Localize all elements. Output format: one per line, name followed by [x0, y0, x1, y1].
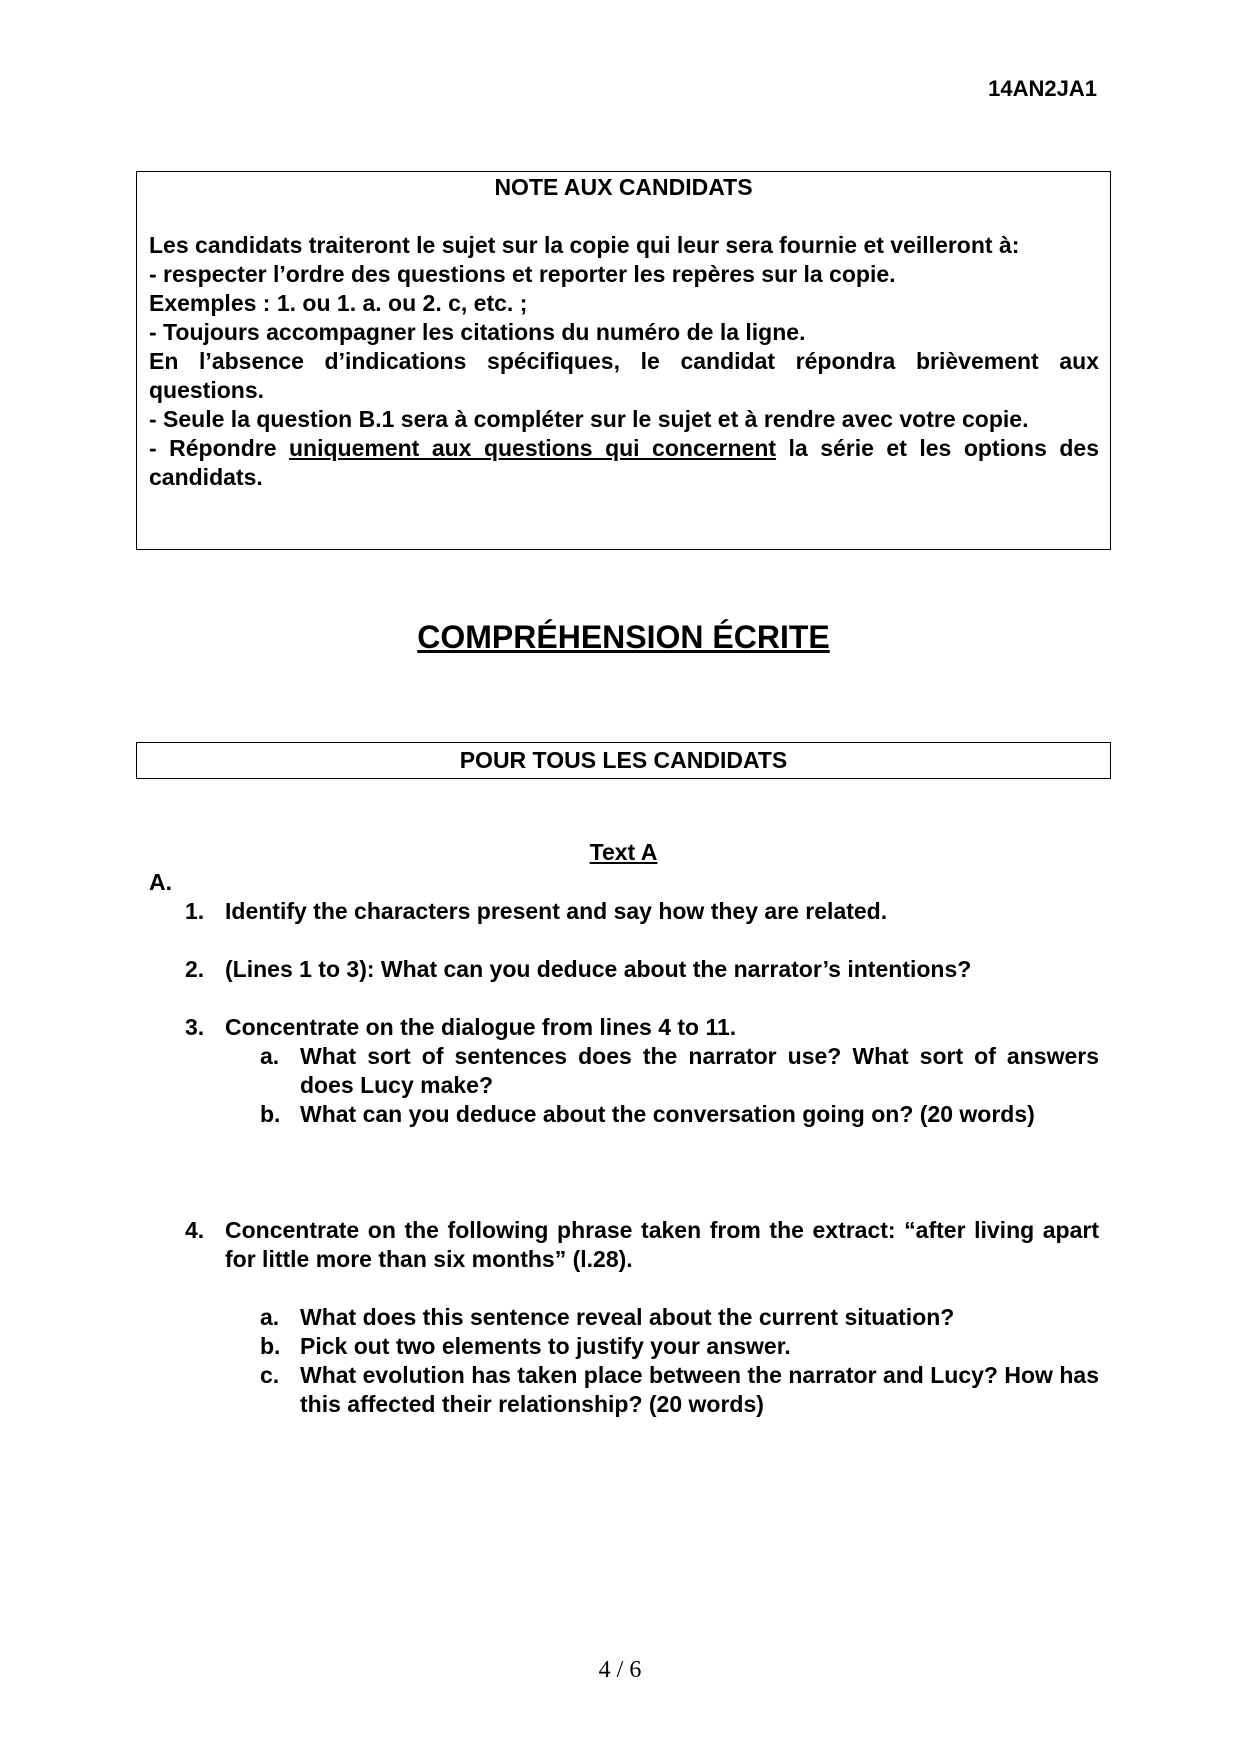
- question-2: [185, 955, 1099, 984]
- question-1: [185, 897, 1099, 926]
- subquestion-letter: a.: [260, 1043, 280, 1069]
- question-number: 2.: [185, 956, 205, 982]
- note-line: - Seule la question B.1 sera à compléter sur le sujet et à rendre avec votre copie.: [149, 406, 1029, 432]
- note-line: - Toujours accompagner les citations du numéro de la ligne.: [149, 319, 806, 345]
- question-number: 4.: [185, 1217, 205, 1243]
- question-text: Concentrate on the dialogue from lines 4 to 11.: [225, 1014, 737, 1040]
- note-line: Exemples : 1. ou 1. a. ou 2. c, etc. ;: [149, 290, 528, 316]
- text-title: Text A: [589, 839, 658, 865]
- subquestion-text: What does this sentence reveal about the current situation?: [300, 1304, 955, 1330]
- note-line: [149, 434, 1099, 492]
- section-label: A.: [149, 869, 172, 895]
- question-3b: [260, 1100, 1099, 1129]
- question-4c: [260, 1361, 1099, 1419]
- note-title: NOTE AUX CANDIDATS: [494, 174, 753, 200]
- document-code: 14AN2JA1: [988, 76, 1097, 101]
- question-text: Concentrate on the following phrase taken from the extract: “after living apart for little more than six months” (l.28).: [225, 1217, 1099, 1272]
- note-line-start: - Répondre: [149, 435, 289, 461]
- subquestion-text: What evolution has taken place between the narrator and Lucy? How has this affected their relationship? (20 words): [300, 1362, 1099, 1417]
- note-text: [149, 231, 1099, 492]
- question-number: 3.: [185, 1014, 205, 1040]
- subquestion-letter: a.: [260, 1304, 280, 1330]
- main-title: COMPRÉHENSION ÉCRITE: [417, 619, 830, 655]
- subquestion-text: What can you deduce about the conversation going on? (20 words): [300, 1101, 1035, 1127]
- question-4a: [260, 1303, 1099, 1332]
- question-4: [185, 1216, 1099, 1274]
- page-number: 4 / 6: [598, 1657, 642, 1683]
- note-line: En l’absence d’indications spécifiques, le candidat répondra brièvement aux questions.: [149, 348, 1099, 403]
- question-text: Identify the characters present and say how they are related.: [225, 898, 888, 924]
- question-3: [185, 1013, 1099, 1042]
- section-box-title: POUR TOUS LES CANDIDATS: [136, 742, 1111, 779]
- subquestion-text: What sort of sentences does the narrator use? What sort of answers does Lucy make?: [300, 1043, 1099, 1098]
- question-number: 1.: [185, 898, 205, 924]
- subquestion-text: Pick out two elements to justify your answer.: [300, 1333, 791, 1359]
- question-4b: [260, 1332, 1099, 1361]
- subquestion-letter: b.: [260, 1333, 281, 1359]
- subquestion-letter: b.: [260, 1101, 281, 1127]
- question-text: (Lines 1 to 3): What can you deduce about the narrator’s intentions?: [225, 956, 972, 982]
- note-underlined-text: uniquement aux questions qui concernent: [289, 435, 777, 461]
- subquestion-letter: c.: [260, 1362, 280, 1388]
- note-line-end: la série et les options des candidats.: [149, 435, 1099, 490]
- note-line: - respecter l’ordre des questions et reporter les repères sur la copie.: [149, 261, 896, 287]
- note-intro: Les candidats traiteront le sujet sur la copie qui leur sera fournie et veilleront à:: [149, 232, 1020, 258]
- question-3a: [260, 1042, 1099, 1100]
